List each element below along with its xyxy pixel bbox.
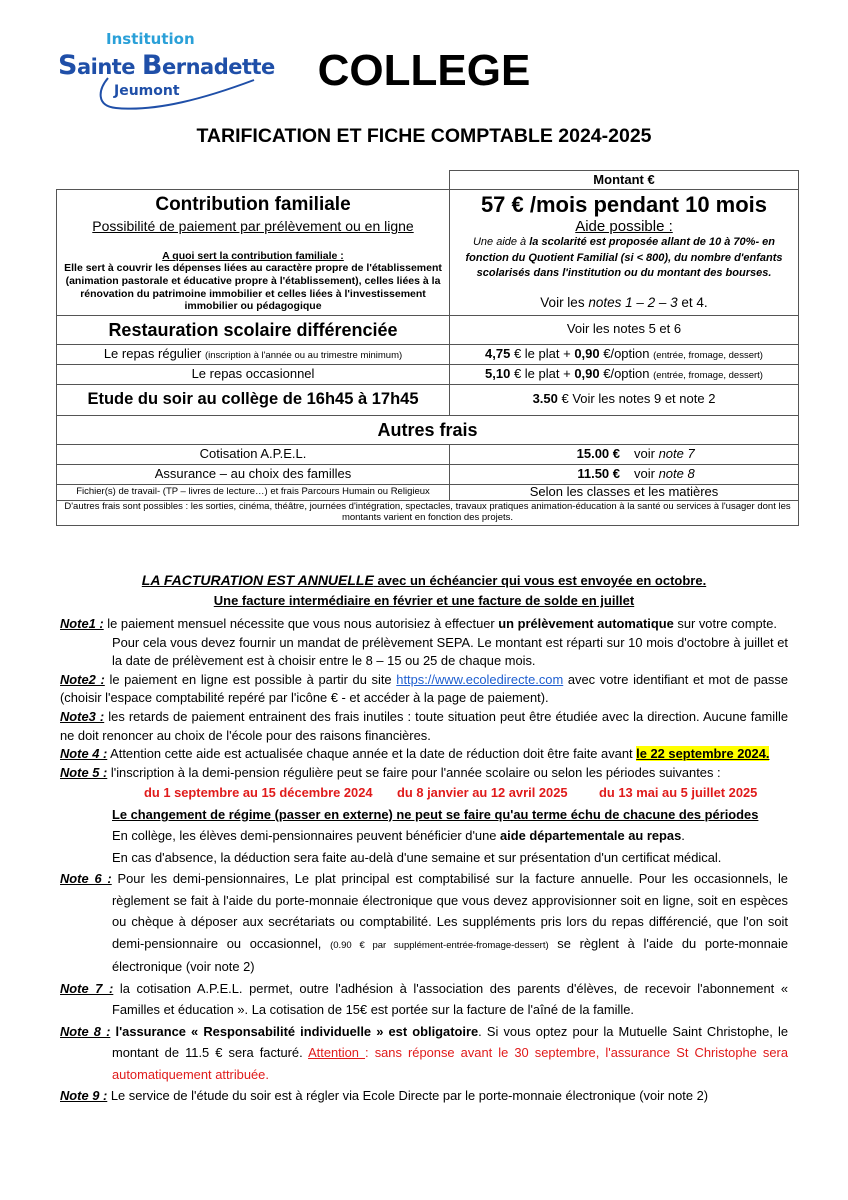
restauration-title: Restauration scolaire différenciée — [57, 315, 450, 344]
logo-city: Jeumont — [114, 83, 180, 99]
autres-title: Autres frais — [57, 415, 799, 444]
contribution-title: Contribution familiale — [155, 194, 351, 216]
restauration-row — [57, 315, 799, 344]
note-8: Note 8 : l'assurance « Responsabilité individuelle » est obligatoire. Si vous optez pour la Mutuelle Saint Christophe, le montant de 11.5 € sera facturé. Attention : sans réponse avant le 30 septembre, l'assurance St Christophe sera automatiquement attribuée. — [60, 1023, 789, 1082]
contribution-amount-cell — [450, 190, 799, 316]
note-4: Note 4 : Attention cette aide est actualisée chaque année et la date de réduction doit être faite avant le 22 septembre 2024. — [60, 746, 770, 762]
apel-label: Cotisation A.P.E.L. — [57, 444, 450, 464]
note-5: Note 5 : l'inscription à la demi-pension régulière peut se faire pour l'année scolaire ou selon les périodes suivantes : — [60, 764, 721, 780]
period-1: du 1 septembre au 15 décembre 2024 — [144, 785, 373, 801]
logo-institution: Institution — [106, 30, 195, 48]
occasional-meal-price: 5,10 € le plat + 0,90 €/option (entrée, fromage, dessert) — [450, 364, 799, 384]
fichier-label: Fichier(s) de travail- (TP – livres de lecture…) et frais Parcours Humain ou Religieux — [57, 484, 450, 500]
assurance-label: Assurance – au choix des familles — [57, 464, 450, 484]
contribution-row — [57, 190, 799, 316]
etude-price: 3.50 € Voir les notes 9 et note 2 — [450, 384, 799, 415]
period-3: du 13 mai au 5 juillet 2025 — [599, 785, 758, 801]
tariff-table — [56, 170, 799, 526]
etude-row — [57, 384, 799, 415]
other-fees-text: D'autres frais sont possibles : les sorties, cinéma, théâtre, journées d'intégration, spectacles, travaux pratiques animation-éducation à la santé ou services à l'usager dont les montants varient en fonction des projets. — [57, 500, 799, 525]
other-fees-row — [57, 500, 799, 525]
ecoledirecte-link[interactable]: https://www.ecoledirecte.com — [396, 671, 564, 687]
purpose-text: Elle sert à couvrir les dépenses liées au caractère propre de l'établissement (animation pastorale et éducative propre à l'établissement), celles liées à la rénovation du patrimoine immobilier et celles liées à l'investissement immobilier ou pédagogique — [64, 262, 442, 313]
regime-change: Le changement de régime (passer en externe) ne peut se faire qu'au terme échu de chacune des périodes — [112, 806, 759, 822]
contribution-amount: 57 € /mois pendant 10 mois — [480, 192, 768, 217]
occasional-meal-row — [57, 364, 799, 384]
deadline-highlight: le 22 septembre 2024. — [636, 746, 770, 762]
regular-meal-price: 4,75 € le plat + 0,90 €/option (entrée, fromage, dessert) — [450, 344, 799, 364]
page-subtitle: TARIFICATION ET FICHE COMPTABLE 2024-2025 — [196, 125, 652, 147]
note-1-detail: Pour cela vous devez fournir un mandat de prélèvement SEPA. Le montant est réparti sur 10 mois d'octobre à juillet et la date de prélèvement est à choisir entre le 8 – 15 ou 25 de chaque mois. — [112, 634, 788, 669]
note-3: Note3 : les retards de paiement entrainent des frais inutiles : toute situation peut être étudiée avec la direction. Aucune famille ne doit renoncer au choix de l'école pour des raisons financières. — [60, 708, 788, 743]
billing-line-1: LA FACTURATION EST ANNUELLE avec un échéancier qui vous est envoyée en octobre. — [141, 572, 707, 588]
restauration-see: Voir les notes 5 et 6 — [450, 315, 799, 344]
occasional-meal-label: Le repas occasionnel — [57, 364, 450, 384]
aid-text: Une aide à la scolarité est proposée allant de 10 à 70%- en fonction du Quotient Familial (si < 800), du nombre d'enfants scolarisés dans l'institution ou du montant des bourses. — [465, 236, 783, 280]
note-2: Note2 : le paiement en ligne est possible à partir du site https://www.ecoledirecte.com avec votre identifiant et mot de passe (choisir l'espace comptabilité repéré par l'icône € - et accéder à la page de paiement). — [60, 671, 788, 706]
notes-section — [60, 615, 788, 1107]
absence-text: En cas d'absence, la déduction sera faite au-delà d'une semaine et sur présentation d'un certificat médical. — [112, 849, 722, 865]
fichier-value: Selon les classes et les matières — [450, 484, 799, 500]
contribution-subtitle: Possibilité de paiement par prélèvement ou en ligne — [92, 218, 414, 235]
fichier-row — [57, 484, 799, 500]
note-1: Note1 : le paiement mensuel nécessite que vous nous autorisiez à effectuer un prélèvement automatique sur votre compte. — [60, 616, 777, 631]
note-7: Note 7 : la cotisation A.P.E.L. permet, outre l'adhésion à l'association des parents d'élèves, de recevoir l'abonnement « Familles et éducation ». La cotisation de 15€ est portée sur la facture de l'aîné de la famille. — [60, 980, 788, 1018]
autres-header-row — [57, 415, 799, 444]
aid-title: Aide possible : — [575, 218, 673, 235]
apel-row — [57, 444, 799, 464]
billing-line-2: Une facture intermédiaire en février et une facture de solde en juillet — [213, 593, 635, 608]
purpose-title: A quoi sert la contribution familiale : — [162, 250, 344, 263]
regular-meal-row — [57, 344, 799, 364]
periods-list — [60, 782, 788, 804]
table-header-row — [57, 171, 799, 190]
amount-header: Montant € — [450, 171, 799, 190]
regular-meal-label: Le repas régulier (inscription à l'année ou au trimestre minimum) — [57, 344, 450, 364]
note-6: Note 6 : Pour les demi-pensionnaires, Le plat principal est comptabilisé sur la facture annuelle. Pour les occasionnels, le règlement se fait à l'aide du porte-monnaie électronique que vous devez approvisionner soit en ligne, soit en espèces ou chèque à déposer aux secrétariats ou comptabilité. Les suppléments pris lors du repas différencié, que l'on soit demi-pensionnaire ou occasionnel, (0.90 € par supplément-entrée-fromage-dessert) se règlent à l'aide du porte-monnaie électronique (voir note 2) — [60, 871, 788, 975]
page-title: COLLEGE — [317, 46, 531, 95]
contribution-cell — [57, 190, 450, 316]
note-9: Note 9 : Le service de l'étude du soir est à régler via Ecole Directe par le porte-monnaie électronique (voir note 2) — [60, 1088, 709, 1104]
etude-title: Etude du soir au collège de 16h45 à 17h45 — [57, 384, 450, 415]
see-notes: Voir les notes 1 – 2 – 3 et 4. — [540, 295, 708, 311]
departmental-aid: En collège, les élèves demi-pensionnaires peuvent bénéficier d'une aide départementale au repas. — [112, 828, 685, 844]
assurance-amount: 11.50 € voir note 8 — [450, 464, 799, 484]
assurance-row — [57, 464, 799, 484]
logo-name: Sainte Bernadette — [58, 50, 275, 81]
period-2: du 8 janvier au 12 avril 2025 — [397, 785, 568, 801]
apel-amount: 15.00 € voir note 7 — [450, 444, 799, 464]
